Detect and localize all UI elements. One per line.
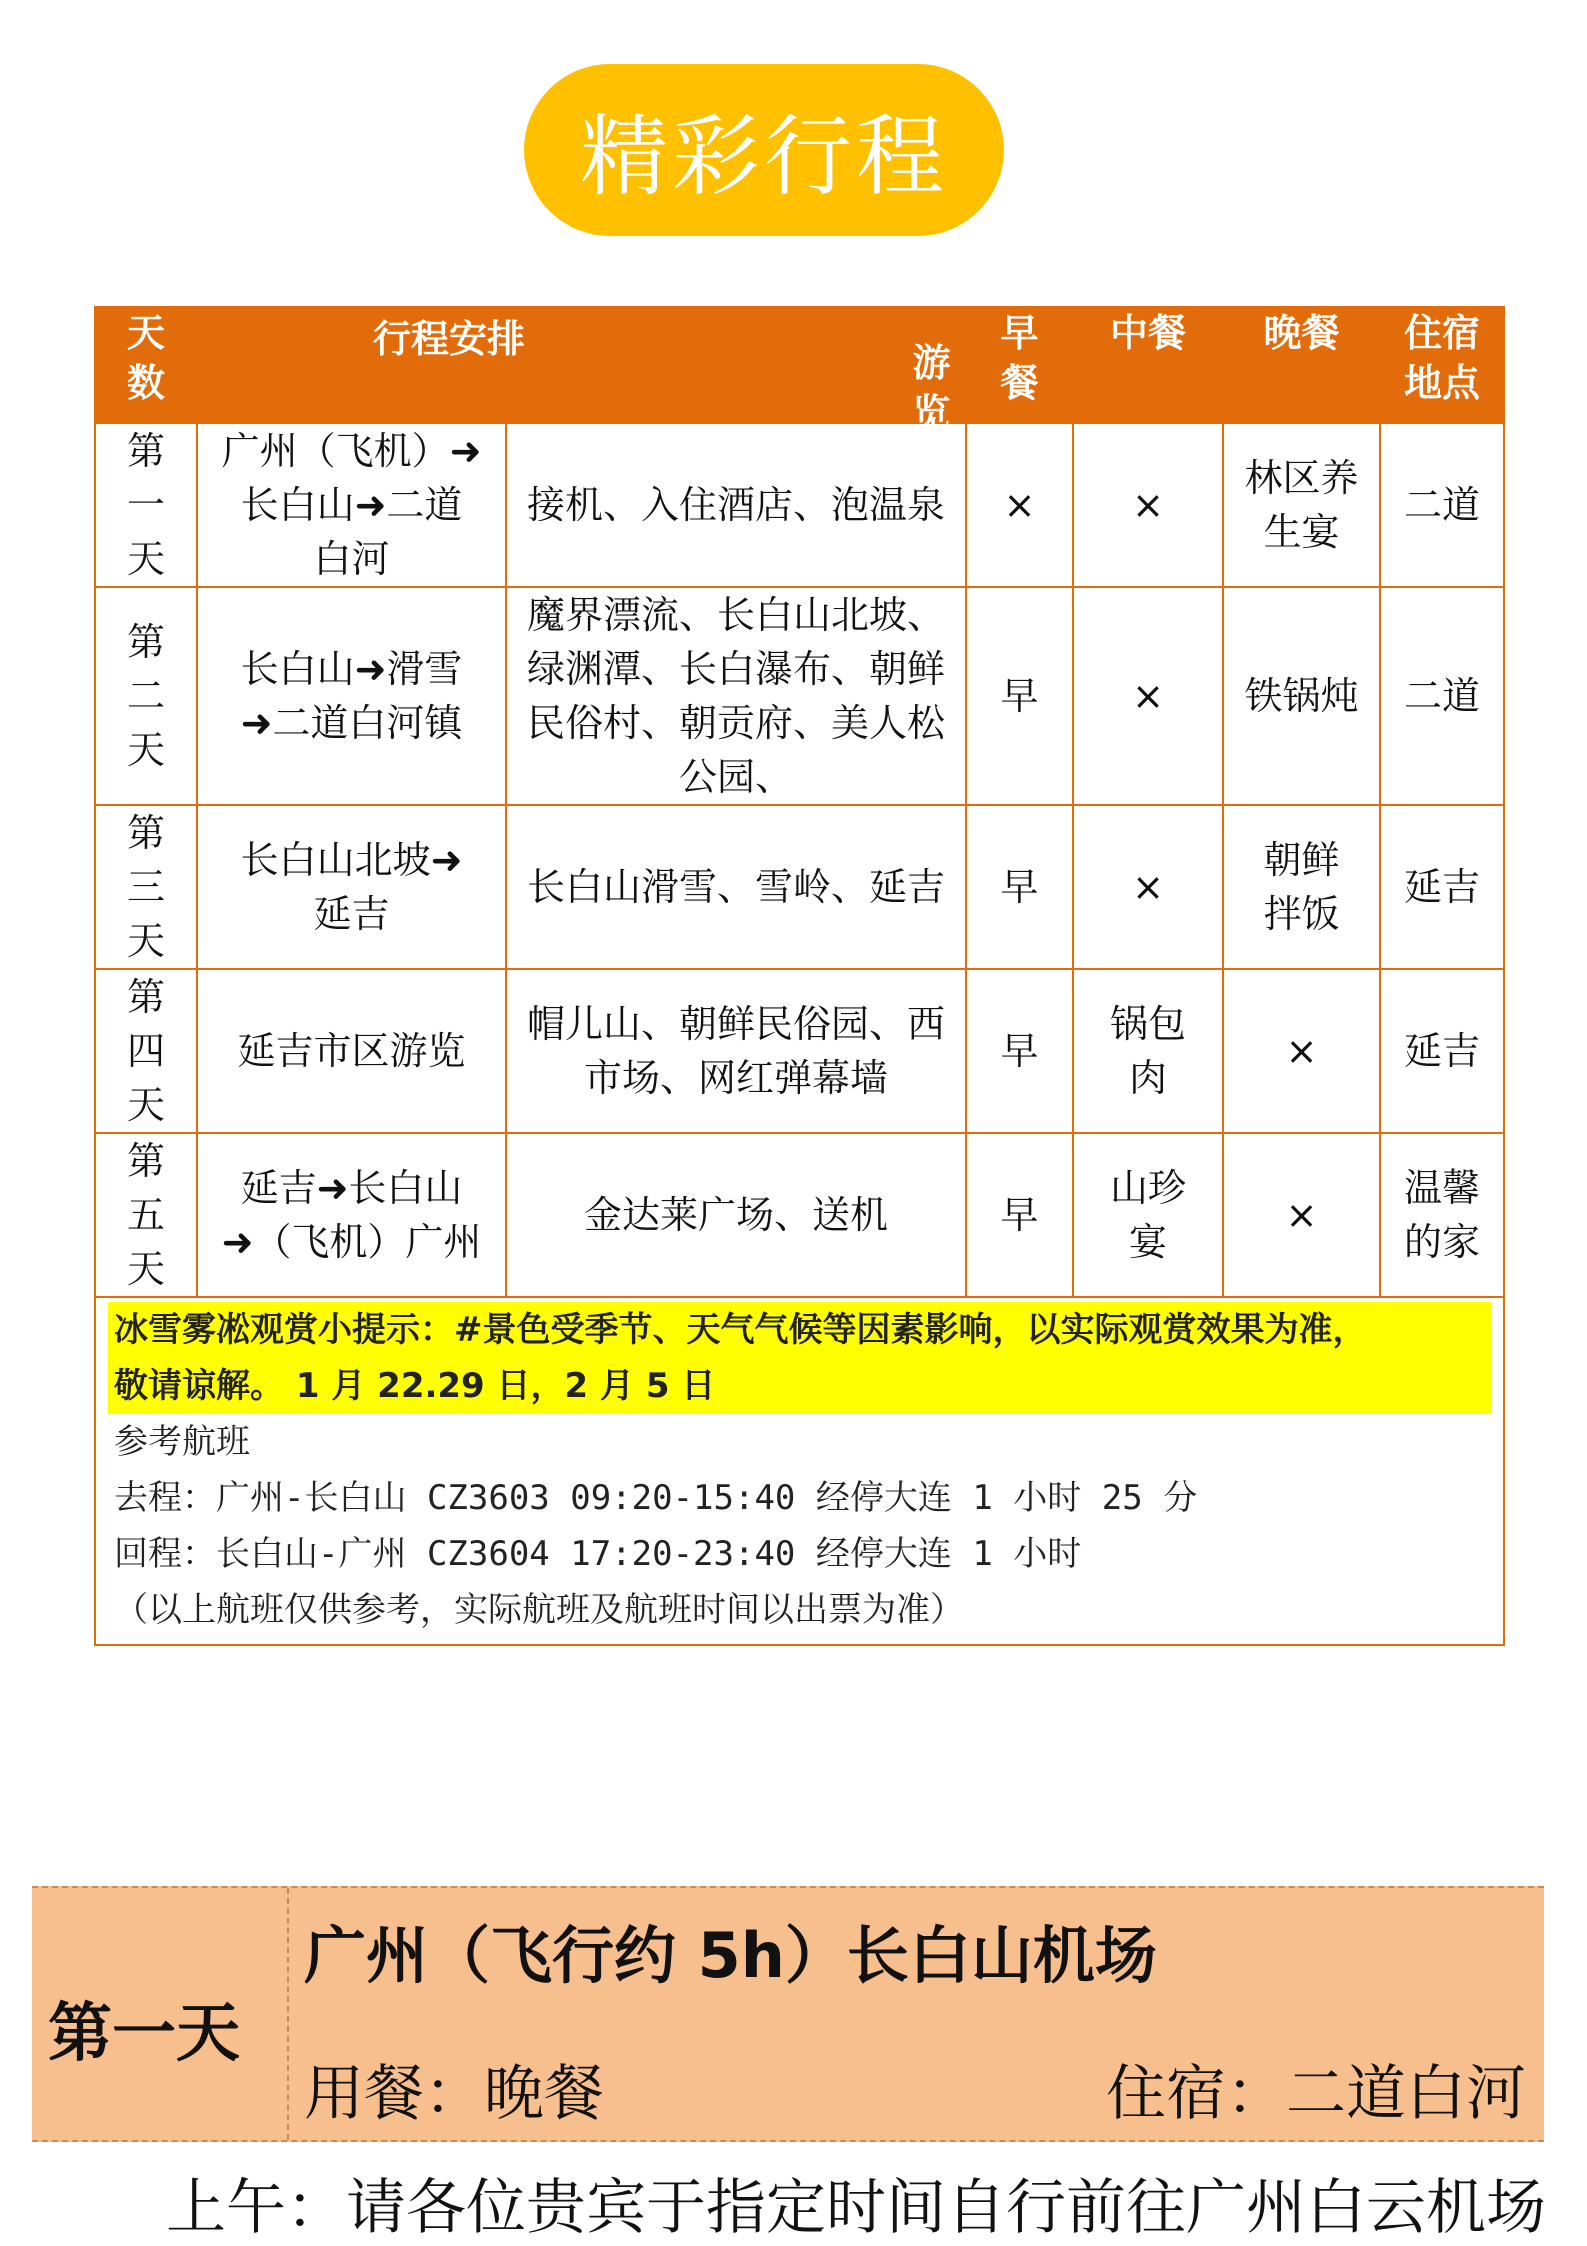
sights-cell-line: 民俗村、朝贡府、美人松: [526, 701, 945, 745]
day-cell-line: 第: [126, 1139, 165, 1183]
breakfast-cell-line: 早: [1000, 1029, 1039, 1073]
route-cell-line: 延吉➜长白山: [240, 1166, 463, 1210]
table-row: [95, 423, 1504, 587]
day-cell-line: 一: [126, 483, 165, 527]
header-sight-label: 游览: [912, 341, 951, 435]
day-cell-line: 天: [126, 1083, 165, 1127]
lunch-cell: [1073, 423, 1223, 587]
route-cell-line: ➜（飞机）广州: [221, 1220, 482, 1264]
return-flight: 回程：长白山-广州 CZ3604 17:20-23:40 经停大连 1 小时: [114, 1534, 1082, 1574]
stay-cell: [1380, 587, 1504, 805]
day-cell-line: 第: [126, 811, 165, 855]
day1-meal: 用餐：晚餐: [304, 2059, 604, 2129]
route-cell-line: 延吉: [313, 892, 390, 936]
breakfast-cell-line: 早: [1000, 865, 1039, 909]
lunch-cell-line: ×: [1132, 483, 1164, 527]
banner-divider: [287, 1888, 289, 2140]
lunch-cell: [1073, 805, 1223, 969]
header-plan: [197, 307, 966, 435]
stay-cell-line: 二道: [1403, 674, 1480, 718]
sights-cell-line: 金达莱广场、送机: [583, 1193, 888, 1237]
header-lunch: 中餐: [1073, 307, 1223, 423]
lunch-cell: [1073, 1133, 1223, 1297]
breakfast-cell: [966, 805, 1073, 969]
outbound-flight: 去程：广州-长白山 CZ3603 09:20-15:40 经停大连 1 小时 25 分: [114, 1478, 1198, 1518]
stay-cell-line: 延吉: [1403, 1029, 1480, 1073]
route-cell-line: 长白山➜二道: [240, 483, 463, 527]
dinner-cell: [1223, 423, 1380, 587]
lunch-cell: [1073, 969, 1223, 1133]
notes-row: [95, 1297, 1504, 1645]
dinner-cell-line: 朝鲜: [1263, 838, 1340, 882]
route-cell-line: 广州（飞机）➜: [221, 429, 482, 473]
breakfast-cell: [966, 1133, 1073, 1297]
route-cell: [197, 805, 506, 969]
day-cell: [95, 423, 197, 587]
dinner-cell: [1223, 1133, 1380, 1297]
day-cell-line: 四: [126, 1029, 165, 1073]
stay-cell-line: 的家: [1403, 1220, 1480, 1264]
lunch-cell-line: 山珍: [1109, 1166, 1186, 1210]
day1-route: 广州（飞行约 5h）长白山机场: [304, 1919, 1157, 1992]
sights-cell-line: 长白山滑雪、雪岭、延吉: [526, 865, 945, 909]
table-row: [95, 1133, 1504, 1297]
day-cell-line: 天: [126, 728, 165, 772]
dinner-cell: [1223, 587, 1380, 805]
breakfast-cell: [966, 969, 1073, 1133]
day1-label: 第一天: [48, 1997, 240, 2071]
header-plan-label: 行程安排: [373, 317, 526, 361]
stay-cell-line: 延吉: [1403, 865, 1480, 909]
header-dinner: 晚餐: [1223, 307, 1380, 423]
dinner-cell-line: 拌饭: [1263, 892, 1340, 936]
route-cell: [197, 423, 506, 587]
day-cell-line: 第: [126, 620, 165, 664]
sights-cell-line: 魔界漂流、长白山北坡、: [526, 593, 945, 637]
lunch-cell-line: 肉: [1128, 1056, 1167, 1100]
header-day: 天 数: [95, 307, 197, 423]
route-cell-line: 延吉市区游览: [237, 1029, 466, 1073]
sights-cell-line: 接机、入住酒店、泡温泉: [526, 483, 945, 527]
stay-cell-line: 温馨: [1403, 1166, 1480, 1210]
stay-cell: [1380, 969, 1504, 1133]
breakfast-cell-line: 早: [1000, 1193, 1039, 1237]
header-breakfast: 早 餐: [966, 307, 1073, 423]
day-cell-line: 第: [126, 975, 165, 1019]
sights-cell-line: 公园、: [678, 755, 793, 799]
day-cell-line: 天: [126, 537, 165, 581]
route-cell-line: 长白山➜滑雪: [240, 647, 463, 691]
breakfast-cell: [966, 423, 1073, 587]
dinner-cell: [1223, 805, 1380, 969]
day-cell-line: 天: [126, 1247, 165, 1291]
stay-cell: [1380, 1133, 1504, 1297]
day-cell-line: 第: [126, 429, 165, 473]
flight-disclaimer: （以上航班仅供参考，实际航班及航班时间以出票为准）: [114, 1590, 964, 1630]
day-cell-line: 二: [126, 674, 165, 718]
page-title: 精彩行程: [579, 105, 948, 208]
dinner-cell-line: 铁锅炖: [1244, 674, 1359, 718]
lunch-cell-line: ×: [1132, 674, 1164, 718]
breakfast-cell-line: 早: [1000, 674, 1039, 718]
sights-cell: [506, 423, 966, 587]
dinner-cell-line: 生宴: [1263, 510, 1340, 554]
day-cell: [95, 1133, 197, 1297]
sights-cell: [506, 805, 966, 969]
stay-cell: [1380, 805, 1504, 969]
title-pill: [524, 64, 1004, 236]
lunch-cell-line: ×: [1132, 865, 1164, 909]
stay-cell: [1380, 423, 1504, 587]
snow-tip: 冰雪雾凇观赏小提示：#景色受季节、天气气候等因素影响，以实际观赏效果为准， 敬请谅解。 1 月 22.29 日，2 月 5 日: [108, 1302, 1491, 1414]
route-cell-line: 白河: [313, 537, 390, 581]
sights-cell-line: 市场、网红弹幕墙: [583, 1056, 888, 1100]
header-stay: 住宿 地点: [1380, 307, 1504, 423]
table-row: [95, 805, 1504, 969]
dinner-cell: [1223, 969, 1380, 1133]
breakfast-cell: [966, 587, 1073, 805]
dinner-cell-line: ×: [1285, 1193, 1318, 1237]
lunch-cell-line: 锅包: [1109, 1002, 1186, 1046]
day1-morning-text: 上午：请各位贵宾于指定时间自行前往广州白云机场: [166, 2173, 1546, 2243]
route-cell: [197, 1133, 506, 1297]
day-cell-line: 天: [126, 919, 165, 963]
day1-stay: 住宿：二道白河: [1106, 2059, 1526, 2129]
sights-cell: [506, 587, 966, 805]
table-row: [95, 587, 1504, 805]
day1-banner: [32, 1886, 1544, 2142]
table-header-row: [95, 307, 1504, 423]
breakfast-cell-line: ×: [1003, 483, 1036, 527]
stay-cell-line: 二道: [1403, 483, 1480, 527]
sights-cell-line: 帽儿山、朝鲜民俗园、西: [526, 1002, 945, 1046]
flights-title: 参考航班: [114, 1422, 250, 1462]
route-cell-line: ➜二道白河镇: [240, 701, 463, 745]
lunch-cell: [1073, 587, 1223, 805]
lunch-cell-line: 宴: [1128, 1220, 1167, 1264]
day-cell: [95, 805, 197, 969]
dinner-cell-line: 林区养: [1244, 456, 1359, 500]
notes-cell: [95, 1297, 1504, 1645]
table-row: [95, 969, 1504, 1133]
sights-cell: [506, 969, 966, 1133]
dinner-cell-line: ×: [1285, 1029, 1318, 1073]
sights-cell: [506, 1133, 966, 1297]
day-cell: [95, 587, 197, 805]
day-cell-line: 五: [126, 1193, 165, 1237]
itinerary-table: [94, 306, 1505, 1646]
sights-cell-line: 绿渊潭、长白瀑布、朝鲜: [526, 647, 945, 691]
route-cell-line: 长白山北坡➜: [240, 838, 463, 882]
route-cell: [197, 587, 506, 805]
day-cell: [95, 969, 197, 1133]
route-cell: [197, 969, 506, 1133]
day-cell-line: 三: [126, 865, 165, 909]
